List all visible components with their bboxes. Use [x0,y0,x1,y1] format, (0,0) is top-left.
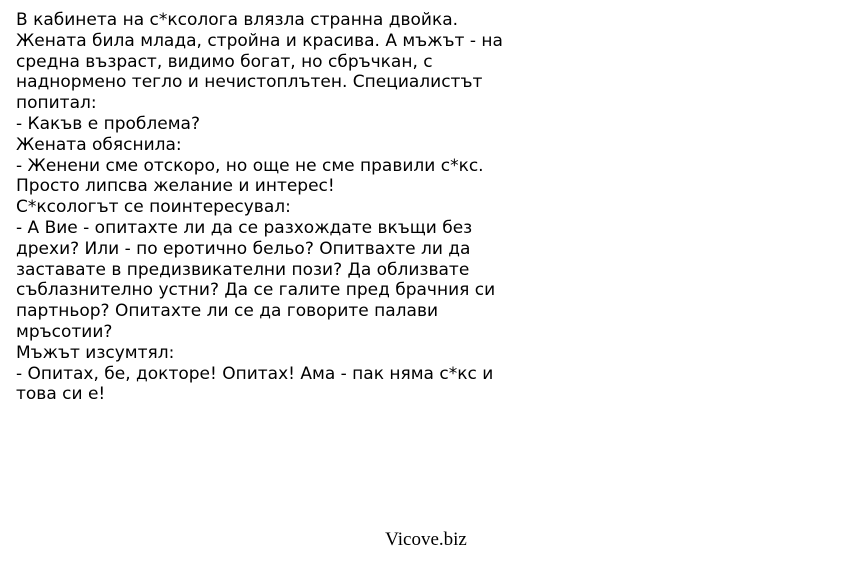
joke-line: партньор? Опитахте ли се да говорите палави [16,301,439,322]
joke-line: заставате в предизвикателни пози? Да облизвате [16,259,470,280]
site-watermark: Vicove.biz [385,529,467,550]
joke-line: Жената била млада, стройна и красива. А мъжът - на [16,30,503,51]
joke-line: - Женени сме отскоро, но още не сме правили с*кс. [16,155,484,176]
joke-line: мръсотии? [16,321,113,342]
joke-line: В кабинета на с*ксолога влязла странна двойка. [16,10,459,30]
joke-line: това си е! [16,384,106,405]
joke-line: Просто липсва желание и интерес! [16,176,335,197]
joke-line: Жената обяснила: [16,134,182,155]
joke-line: - Опитах, бе, докторе! Опитах! Ама - пак няма с*кс и [16,363,494,384]
joke-text [16,10,546,405]
joke-line: наднормено тегло и нечистоплътен. Специалистът [16,72,483,93]
joke-line: средна възраст, видимо богат, но сбръчкан, с [16,51,433,72]
joke-line: съблазнително устни? Да се галите пред брачния си [16,280,496,301]
joke-line: - Какъв е проблема? [16,113,200,134]
joke-line: дрехи? Или - по еротично бельо? Опитвахте ли да [16,238,471,259]
joke-line: С*ксологът се поинтересувал: [16,197,291,218]
joke-line: Мъжът изсумтял: [16,342,175,363]
joke-line: попитал: [16,93,97,114]
joke-line: - А Вие - опитахте ли да се разхождате вкъщи без [16,217,473,238]
